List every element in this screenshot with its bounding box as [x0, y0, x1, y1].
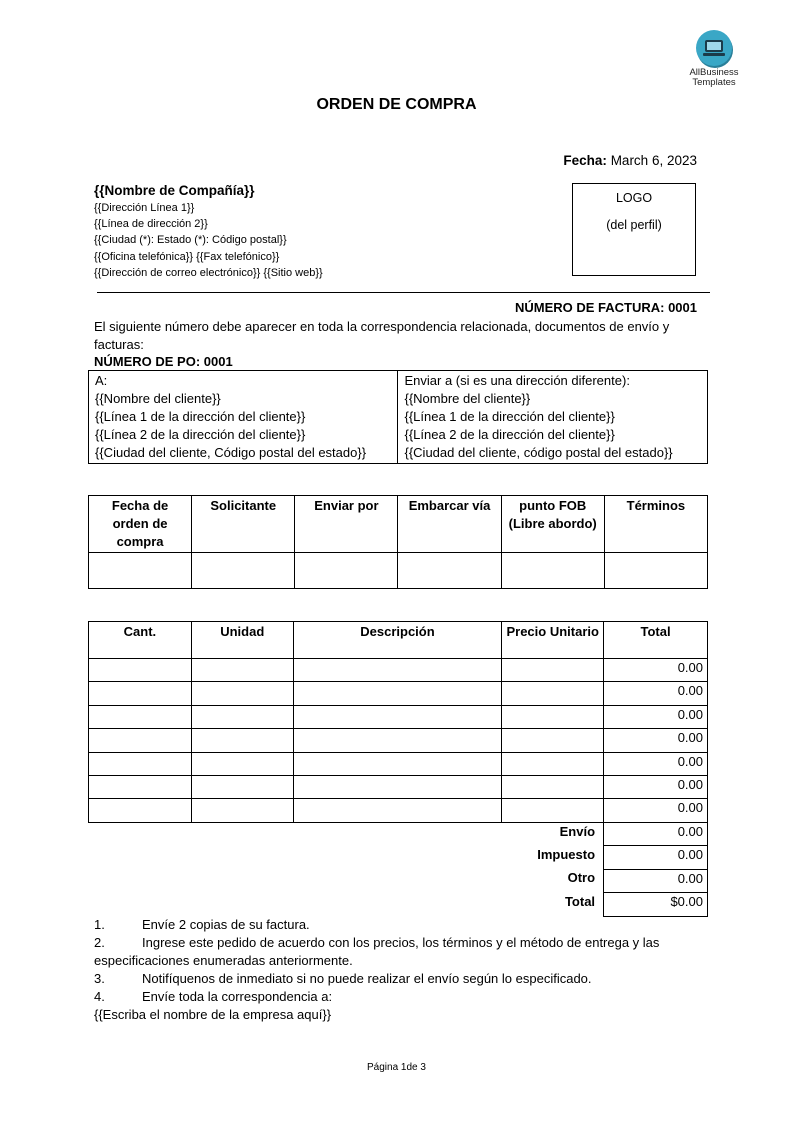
- company-name-placeholder: {{Escriba el nombre de la empresa aquí}}: [94, 1007, 332, 1022]
- order-cell[interactable]: [604, 553, 707, 589]
- row-total: 0.00: [604, 775, 708, 798]
- items-header-unit: Unidad: [191, 622, 293, 659]
- company-phone: {{Oficina telefónica}} {{Fax telefónico}}: [94, 250, 280, 263]
- grand-total-value: $0.00: [604, 893, 708, 916]
- date-value: March 6, 2023: [610, 153, 697, 168]
- items-table: [88, 621, 708, 823]
- po-number: NÚMERO DE PO: 0001: [94, 354, 233, 369]
- order-cell[interactable]: [89, 553, 192, 589]
- shipping-label: Envío: [559, 823, 596, 839]
- order-details-table: [88, 495, 708, 589]
- order-cell[interactable]: [192, 553, 295, 589]
- list-item: 3. Notifíquenos de inmediato si no puede realizar el envío según lo especificado.: [94, 971, 592, 986]
- other-value: 0.00: [604, 869, 708, 892]
- table-row: [89, 752, 708, 775]
- row-total: 0.00: [604, 705, 708, 728]
- invoice-number: NÚMERO DE FACTURA: 0001: [514, 300, 697, 315]
- list-item: 1. Envíe 2 copias de su factura.: [94, 917, 310, 932]
- totals-table: [88, 822, 708, 917]
- row-total: 0.00: [604, 682, 708, 705]
- order-cell[interactable]: [501, 553, 604, 589]
- row-total: 0.00: [604, 752, 708, 775]
- date-label: Fecha:: [563, 153, 607, 168]
- items-header-description: Descripción: [293, 622, 502, 659]
- table-row: [89, 775, 708, 798]
- table-row: [89, 705, 708, 728]
- company-email: {{Dirección de correo electrónico}} {{Sitio web}}: [94, 266, 323, 279]
- brand-name: AllBusiness Templates: [689, 67, 739, 88]
- order-cell[interactable]: [398, 553, 501, 589]
- bill-to-cell: A: {{Nombre del cliente}} {{Línea 1 de la dirección del cliente}} {{Línea 2 de la dirección del cliente}} {{Ciudad del cliente, Código postal del estado}}: [89, 371, 398, 464]
- items-header-qty: Cant.: [89, 622, 192, 659]
- grand-total-label: Total: [564, 893, 596, 909]
- table-row: [89, 799, 708, 822]
- order-cell[interactable]: [295, 553, 398, 589]
- order-header-fob: punto FOB (Libre abordo): [501, 496, 604, 553]
- shipping-value: 0.00: [604, 823, 708, 846]
- items-header-total: Total: [604, 622, 708, 659]
- order-header-ship-by: Enviar por: [295, 496, 398, 553]
- ship-to-cell: Enviar a (si es una dirección diferente): {{Nombre del cliente}} {{Línea 1 de la dirección del cliente}} {{Línea 2 de la dirección del cliente}} {{Ciudad del cliente, código postal del estado}}: [398, 371, 708, 464]
- company-city: {{Ciudad (*): Estado (*): Código postal}}: [94, 234, 287, 247]
- list-item: 4. Envíe toda la correspondencia a:: [94, 989, 333, 1004]
- divider: [97, 292, 710, 293]
- company-address-2: {{Línea de dirección 2}}: [94, 218, 208, 231]
- row-total: 0.00: [604, 799, 708, 822]
- company-info: [94, 183, 323, 281]
- row-total: 0.00: [604, 729, 708, 752]
- row-total: 0.00: [604, 659, 708, 682]
- table-row: [89, 659, 708, 682]
- items-header-unit-price: Precio Unitario: [502, 622, 604, 659]
- tax-label: Impuesto: [537, 846, 596, 862]
- page-title: ORDEN DE COMPRA: [316, 96, 477, 113]
- order-header-terms: Términos: [604, 496, 707, 553]
- company-name: {{Nombre de Compañía}}: [94, 183, 255, 198]
- date-field: [563, 153, 697, 168]
- other-label: Otro: [567, 870, 596, 886]
- company-address-1: {{Dirección Línea 1}}: [94, 202, 195, 214]
- tax-value: 0.00: [604, 846, 708, 869]
- table-row: [89, 682, 708, 705]
- table-row: [89, 729, 708, 752]
- order-header-date: Fecha de orden de compra: [89, 496, 192, 553]
- correspondence-note: El siguiente número debe aparecer en toda la correspondencia relacionada, documentos de envío y facturas:: [94, 319, 670, 352]
- order-header-ship-via: Embarcar vía: [398, 496, 501, 553]
- logo-placeholder: LOGO (del perfil): [572, 183, 696, 276]
- instructions: [94, 916, 704, 1024]
- page-number: Página 1de 3: [367, 1062, 426, 1073]
- address-table: [88, 370, 708, 464]
- laptop-icon: [696, 30, 732, 66]
- brand-logo: [676, 30, 752, 88]
- order-header-requester: Solicitante: [192, 496, 295, 553]
- list-item: 2. Ingrese este pedido de acuerdo con los precios, los términos y el método de entrega y las especificaciones enumeradas anteriormente.: [94, 935, 660, 968]
